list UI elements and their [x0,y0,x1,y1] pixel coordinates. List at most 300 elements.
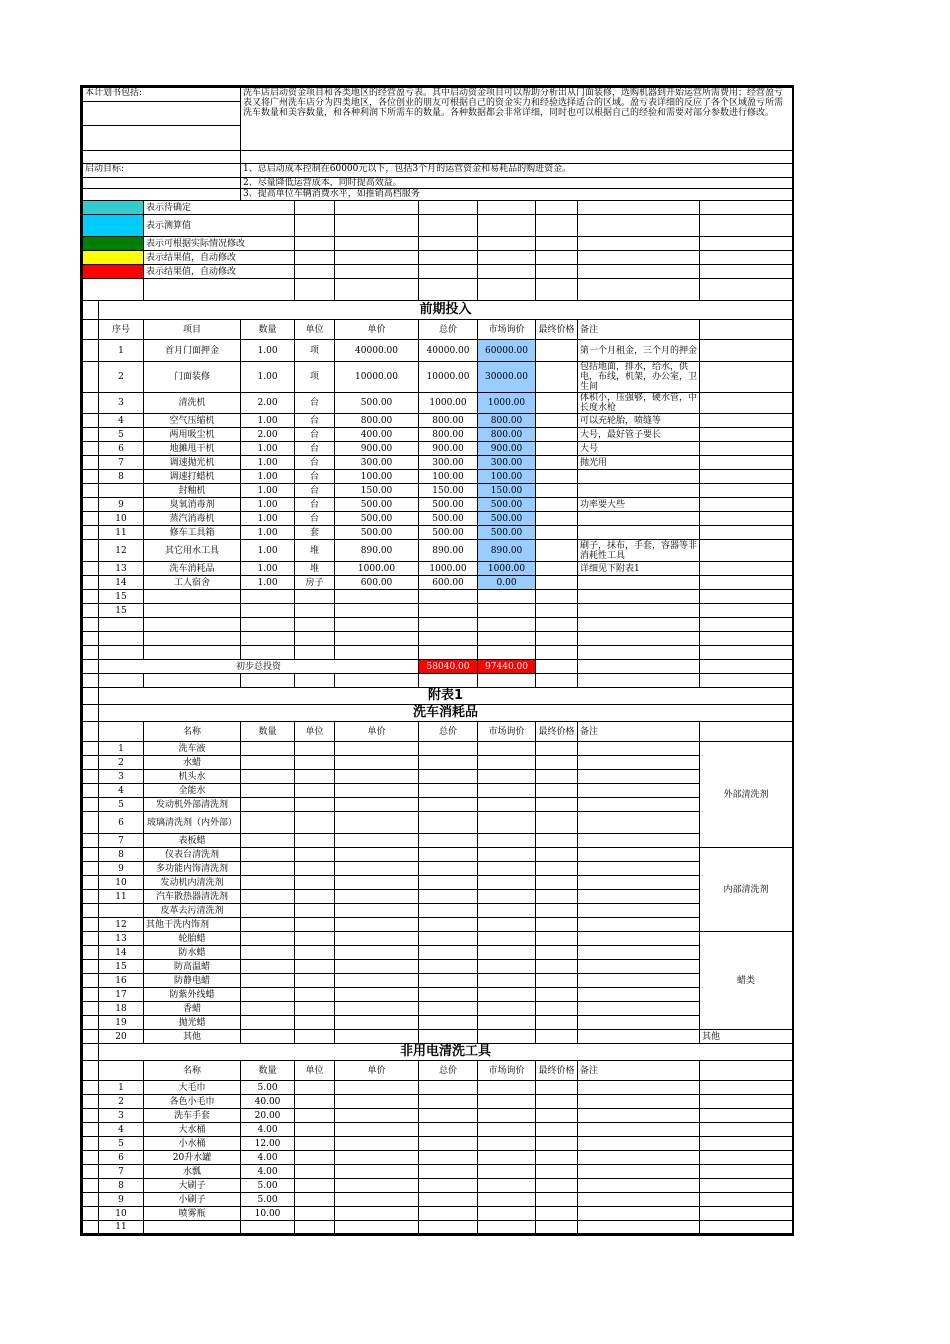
consumable-final[interactable] [536,834,578,848]
cell[interactable] [700,340,793,362]
consumable-price[interactable] [335,848,419,862]
cell[interactable] [335,646,419,660]
cell[interactable] [83,834,99,848]
item-qty[interactable]: 1.00 [241,484,295,498]
cell[interactable] [83,1095,99,1109]
consumable-total[interactable] [419,756,478,770]
cell[interactable] [578,646,700,660]
cell[interactable] [478,265,536,279]
tool-price[interactable] [335,1165,419,1179]
item-price[interactable] [335,590,419,604]
cell[interactable] [99,646,144,660]
cell[interactable] [700,414,793,428]
cell[interactable] [700,1179,793,1193]
tool-unit[interactable] [295,1221,335,1234]
consumable-note[interactable] [578,784,700,798]
tool-total[interactable] [419,1193,478,1207]
tool-price[interactable] [335,1109,419,1123]
tool-qty[interactable]: 12.00 [241,1137,295,1151]
cell[interactable] [83,442,99,456]
cell[interactable] [578,660,700,674]
cell[interactable] [700,632,793,646]
consumable-total[interactable] [419,890,478,904]
cell[interactable] [83,660,99,674]
cell[interactable] [295,265,335,279]
consumable-qty[interactable] [241,1002,295,1016]
cell[interactable] [700,646,793,660]
cell[interactable] [700,251,793,265]
cell[interactable] [83,301,99,320]
cell[interactable] [83,812,99,834]
consumable-unit[interactable] [295,904,335,918]
consumable-final[interactable] [536,876,578,890]
consumable-total[interactable] [419,770,478,784]
tool-price[interactable] [335,1081,419,1095]
cell[interactable] [536,632,578,646]
consumable-qty[interactable] [241,862,295,876]
consumable-final[interactable] [536,904,578,918]
tool-unit[interactable] [295,1137,335,1151]
cell[interactable] [700,279,793,301]
item-price[interactable]: 500.00 [335,393,419,414]
item-final-price[interactable] [536,470,578,484]
cell[interactable] [478,632,536,646]
tool-market[interactable] [478,1109,536,1123]
cell[interactable] [83,876,99,890]
item-price[interactable]: 40000.00 [335,340,419,362]
consumable-final[interactable] [536,848,578,862]
consumable-qty[interactable] [241,834,295,848]
tool-note[interactable] [578,1123,700,1137]
tool-note[interactable] [578,1095,700,1109]
consumable-qty[interactable] [241,770,295,784]
tool-total[interactable] [419,1081,478,1095]
consumable-market[interactable] [478,988,536,1002]
item-unit[interactable]: 项 [295,362,335,393]
cell[interactable] [700,362,793,393]
consumable-market[interactable] [478,932,536,946]
cell[interactable] [478,646,536,660]
consumable-note[interactable] [578,932,700,946]
cell[interactable] [700,1151,793,1165]
consumable-market[interactable] [478,1030,536,1044]
cell[interactable] [83,756,99,770]
cell[interactable] [83,279,144,301]
consumable-unit[interactable] [295,848,335,862]
cell[interactable] [419,632,478,646]
cell[interactable] [700,1109,793,1123]
consumable-qty[interactable] [241,946,295,960]
cell[interactable] [83,540,99,562]
consumable-note[interactable] [578,798,700,812]
cell[interactable] [83,932,99,946]
cell[interactable] [536,237,578,251]
cell[interactable] [478,251,536,265]
consumable-qty[interactable] [241,742,295,756]
consumable-note[interactable] [578,756,700,770]
consumable-unit[interactable] [295,798,335,812]
consumable-qty[interactable] [241,784,295,798]
tool-qty[interactable]: 5.00 [241,1193,295,1207]
consumable-unit[interactable] [295,756,335,770]
cell[interactable] [700,562,793,576]
item-note[interactable] [578,484,700,498]
item-price[interactable]: 300.00 [335,456,419,470]
cell[interactable] [83,1002,99,1016]
tool-unit[interactable] [295,1095,335,1109]
cell[interactable] [419,618,478,632]
cell[interactable] [700,512,793,526]
cell[interactable] [83,705,99,722]
cell[interactable] [478,237,536,251]
tool-market[interactable] [478,1179,536,1193]
item-qty[interactable]: 1.00 [241,442,295,456]
consumable-final[interactable] [536,974,578,988]
cell[interactable] [700,576,793,590]
item-market-price[interactable]: 300.00 [478,456,536,470]
item-note[interactable]: 体积小，压强够，硬水管，中长度水枪 [578,393,700,414]
tool-qty[interactable]: 4.00 [241,1151,295,1165]
cell[interactable] [83,646,99,660]
cell[interactable] [578,632,700,646]
item-price[interactable]: 500.00 [335,526,419,540]
item-unit[interactable]: 台 [295,484,335,498]
consumable-price[interactable] [335,742,419,756]
consumable-note[interactable] [578,834,700,848]
cell[interactable] [83,848,99,862]
consumable-note[interactable] [578,876,700,890]
cell[interactable] [99,1061,144,1081]
item-price[interactable]: 100.00 [335,470,419,484]
tool-price[interactable] [335,1193,419,1207]
cell[interactable] [335,215,419,237]
cell[interactable] [700,1165,793,1179]
consumable-final[interactable] [536,784,578,798]
item-market-price[interactable]: 500.00 [478,512,536,526]
item-final-price[interactable] [536,414,578,428]
cell[interactable] [700,470,793,484]
cell[interactable] [478,215,536,237]
item-market-price[interactable]: 0.00 [478,576,536,590]
consumable-unit[interactable] [295,960,335,974]
item-note[interactable]: 包括地面，排水，给水，供电，布线，机架，办公室，卫生间 [578,362,700,393]
item-qty[interactable] [241,590,295,604]
cell[interactable] [700,215,793,237]
cell[interactable] [700,604,793,618]
cell[interactable] [700,1061,793,1081]
cell[interactable] [83,126,241,151]
consumable-total[interactable] [419,946,478,960]
tool-total[interactable] [419,1123,478,1137]
cell[interactable] [700,660,793,674]
consumable-final[interactable] [536,798,578,812]
cell[interactable] [578,215,700,237]
consumable-final[interactable] [536,1016,578,1030]
item-unit[interactable]: 项 [295,340,335,362]
cell[interactable] [700,1123,793,1137]
tool-price[interactable] [335,1095,419,1109]
consumable-market[interactable] [478,798,536,812]
item-price[interactable]: 150.00 [335,484,419,498]
consumable-price[interactable] [335,812,419,834]
cell[interactable] [144,279,295,301]
tool-final[interactable] [536,1137,578,1151]
consumable-market[interactable] [478,1002,536,1016]
cell[interactable] [295,215,335,237]
item-unit[interactable]: 台 [295,393,335,414]
tool-price[interactable] [335,1179,419,1193]
cell[interactable] [295,632,335,646]
item-price[interactable]: 500.00 [335,498,419,512]
cell[interactable] [99,674,144,688]
cell[interactable] [536,660,578,674]
consumable-qty[interactable] [241,960,295,974]
consumable-price[interactable] [335,890,419,904]
item-final-price[interactable] [536,540,578,562]
consumable-total[interactable] [419,798,478,812]
item-final-price[interactable] [536,393,578,414]
tool-unit[interactable] [295,1123,335,1137]
item-final-price[interactable] [536,526,578,540]
item-unit[interactable]: 台 [295,414,335,428]
consumable-final[interactable] [536,862,578,876]
cell[interactable] [83,151,241,164]
consumable-price[interactable] [335,834,419,848]
cell[interactable] [241,618,295,632]
cell[interactable] [83,1016,99,1030]
item-final-price[interactable] [536,428,578,442]
consumable-unit[interactable] [295,862,335,876]
item-unit[interactable]: 台 [295,498,335,512]
tool-market[interactable] [478,1137,536,1151]
consumable-unit[interactable] [295,1016,335,1030]
cell[interactable] [700,265,793,279]
cell[interactable] [335,632,419,646]
consumable-total[interactable] [419,876,478,890]
cell[interactable] [144,674,241,688]
cell[interactable] [700,526,793,540]
cell[interactable] [83,470,99,484]
cell[interactable] [83,1193,99,1207]
cell[interactable] [578,237,700,251]
cell[interactable] [83,890,99,904]
consumable-total[interactable] [419,1002,478,1016]
cell[interactable] [536,201,578,215]
cell[interactable] [83,102,241,126]
item-note[interactable]: 详细见下附表1 [578,562,700,576]
cell[interactable] [335,201,419,215]
cell[interactable] [83,798,99,812]
consumable-total[interactable] [419,834,478,848]
cell[interactable] [700,428,793,442]
cell[interactable] [295,674,335,688]
cell[interactable] [578,251,700,265]
consumable-unit[interactable] [295,974,335,988]
item-note[interactable] [578,526,700,540]
consumable-qty[interactable] [241,876,295,890]
consumable-note[interactable] [578,848,700,862]
cell[interactable] [83,1061,99,1081]
consumable-market[interactable] [478,812,536,834]
consumable-price[interactable] [335,988,419,1002]
item-qty[interactable]: 1.00 [241,470,295,484]
tool-market[interactable] [478,1081,536,1095]
consumable-price[interactable] [335,946,419,960]
cell[interactable] [700,201,793,215]
item-price[interactable]: 10000.00 [335,362,419,393]
cell[interactable] [83,1137,99,1151]
cell[interactable] [83,784,99,798]
cell[interactable] [83,1179,99,1193]
consumable-total[interactable] [419,960,478,974]
cell[interactable] [536,215,578,237]
cell[interactable] [419,646,478,660]
item-qty[interactable]: 1.00 [241,526,295,540]
cell[interactable] [700,1137,793,1151]
cell[interactable] [295,279,335,301]
consumable-total[interactable] [419,988,478,1002]
consumable-qty[interactable] [241,974,295,988]
consumable-final[interactable] [536,1002,578,1016]
cell[interactable] [536,674,578,688]
consumable-note[interactable] [578,918,700,932]
cell[interactable] [83,770,99,784]
cell[interactable] [295,646,335,660]
cell[interactable] [419,674,478,688]
item-market-price[interactable]: 800.00 [478,428,536,442]
consumable-qty[interactable] [241,798,295,812]
cell[interactable] [295,251,335,265]
cell[interactable] [536,265,578,279]
consumable-total[interactable] [419,742,478,756]
cell[interactable] [83,189,241,201]
cell[interactable] [144,618,241,632]
consumable-market[interactable] [478,890,536,904]
item-qty[interactable]: 1.00 [241,362,295,393]
item-note[interactable]: 第一个月租金，三个月的押金 [578,340,700,362]
consumable-final[interactable] [536,742,578,756]
consumable-unit[interactable] [295,932,335,946]
cell[interactable] [335,618,419,632]
tool-market[interactable] [478,1095,536,1109]
cell[interactable] [83,512,99,526]
consumable-price[interactable] [335,1002,419,1016]
consumable-unit[interactable] [295,876,335,890]
cell[interactable] [83,1109,99,1123]
consumable-note[interactable] [578,742,700,756]
consumable-market[interactable] [478,876,536,890]
tool-market[interactable] [478,1123,536,1137]
cell[interactable] [335,279,419,301]
consumable-price[interactable] [335,904,419,918]
tool-total[interactable] [419,1179,478,1193]
tool-note[interactable] [578,1109,700,1123]
consumable-total[interactable] [419,974,478,988]
item-unit[interactable]: 台 [295,456,335,470]
item-market-price[interactable]: 100.00 [478,470,536,484]
item-final-price[interactable] [536,498,578,512]
cell[interactable] [241,632,295,646]
consumable-market[interactable] [478,862,536,876]
item-price[interactable]: 1000.00 [335,562,419,576]
consumable-unit[interactable] [295,784,335,798]
consumable-total[interactable] [419,1030,478,1044]
consumable-total[interactable] [419,784,478,798]
item-note[interactable] [578,576,700,590]
item-unit[interactable] [295,590,335,604]
consumable-price[interactable] [335,1030,419,1044]
item-note[interactable]: 刷子，抹布，手套，容器等非消耗性工具 [578,540,700,562]
item-note[interactable]: 可以充轮胎，喷缝等 [578,414,700,428]
cell[interactable] [700,1193,793,1207]
cell[interactable] [99,618,144,632]
item-price[interactable]: 600.00 [335,576,419,590]
item-market-price[interactable]: 150.00 [478,484,536,498]
cell[interactable] [700,456,793,470]
item-price[interactable]: 890.00 [335,540,419,562]
tool-note[interactable] [578,1207,700,1221]
tool-qty[interactable]: 20.00 [241,1109,295,1123]
cell[interactable] [578,674,700,688]
consumable-note[interactable] [578,974,700,988]
item-market-price[interactable]: 60000.00 [478,340,536,362]
item-final-price[interactable] [536,576,578,590]
tool-price[interactable] [335,1221,419,1234]
cell[interactable] [83,178,241,189]
cell[interactable] [83,1151,99,1165]
consumable-price[interactable] [335,798,419,812]
consumable-price[interactable] [335,932,419,946]
item-final-price[interactable] [536,484,578,498]
tool-unit[interactable] [295,1193,335,1207]
cell[interactable] [700,484,793,498]
item-qty[interactable]: 1.00 [241,512,295,526]
consumable-note[interactable] [578,890,700,904]
cell[interactable] [83,1030,99,1044]
item-market-price[interactable]: 900.00 [478,442,536,456]
item-unit[interactable]: 台 [295,428,335,442]
cell[interactable] [83,862,99,876]
cell[interactable] [83,526,99,540]
cell[interactable] [700,320,793,340]
item-price[interactable] [335,604,419,618]
tool-total[interactable] [419,1109,478,1123]
cell[interactable] [83,946,99,960]
cell[interactable] [419,265,478,279]
cell[interactable] [578,201,700,215]
item-qty[interactable]: 1.00 [241,540,295,562]
cell[interactable] [83,604,99,618]
item-market-price[interactable] [478,590,536,604]
tool-final[interactable] [536,1221,578,1234]
consumable-market[interactable] [478,918,536,932]
cell[interactable] [700,722,793,742]
cell[interactable] [83,1207,99,1221]
cell[interactable] [83,688,99,705]
item-market-price[interactable]: 1000.00 [478,562,536,576]
cell[interactable] [578,265,700,279]
tool-total[interactable] [419,1137,478,1151]
cell[interactable] [335,251,419,265]
tool-price[interactable] [335,1207,419,1221]
consumable-note[interactable] [578,770,700,784]
cell[interactable] [241,151,793,164]
cell[interactable] [83,1123,99,1137]
item-note[interactable]: 大号，最好管子要长 [578,428,700,442]
consumable-final[interactable] [536,756,578,770]
cell[interactable] [83,618,99,632]
consumable-price[interactable] [335,756,419,770]
